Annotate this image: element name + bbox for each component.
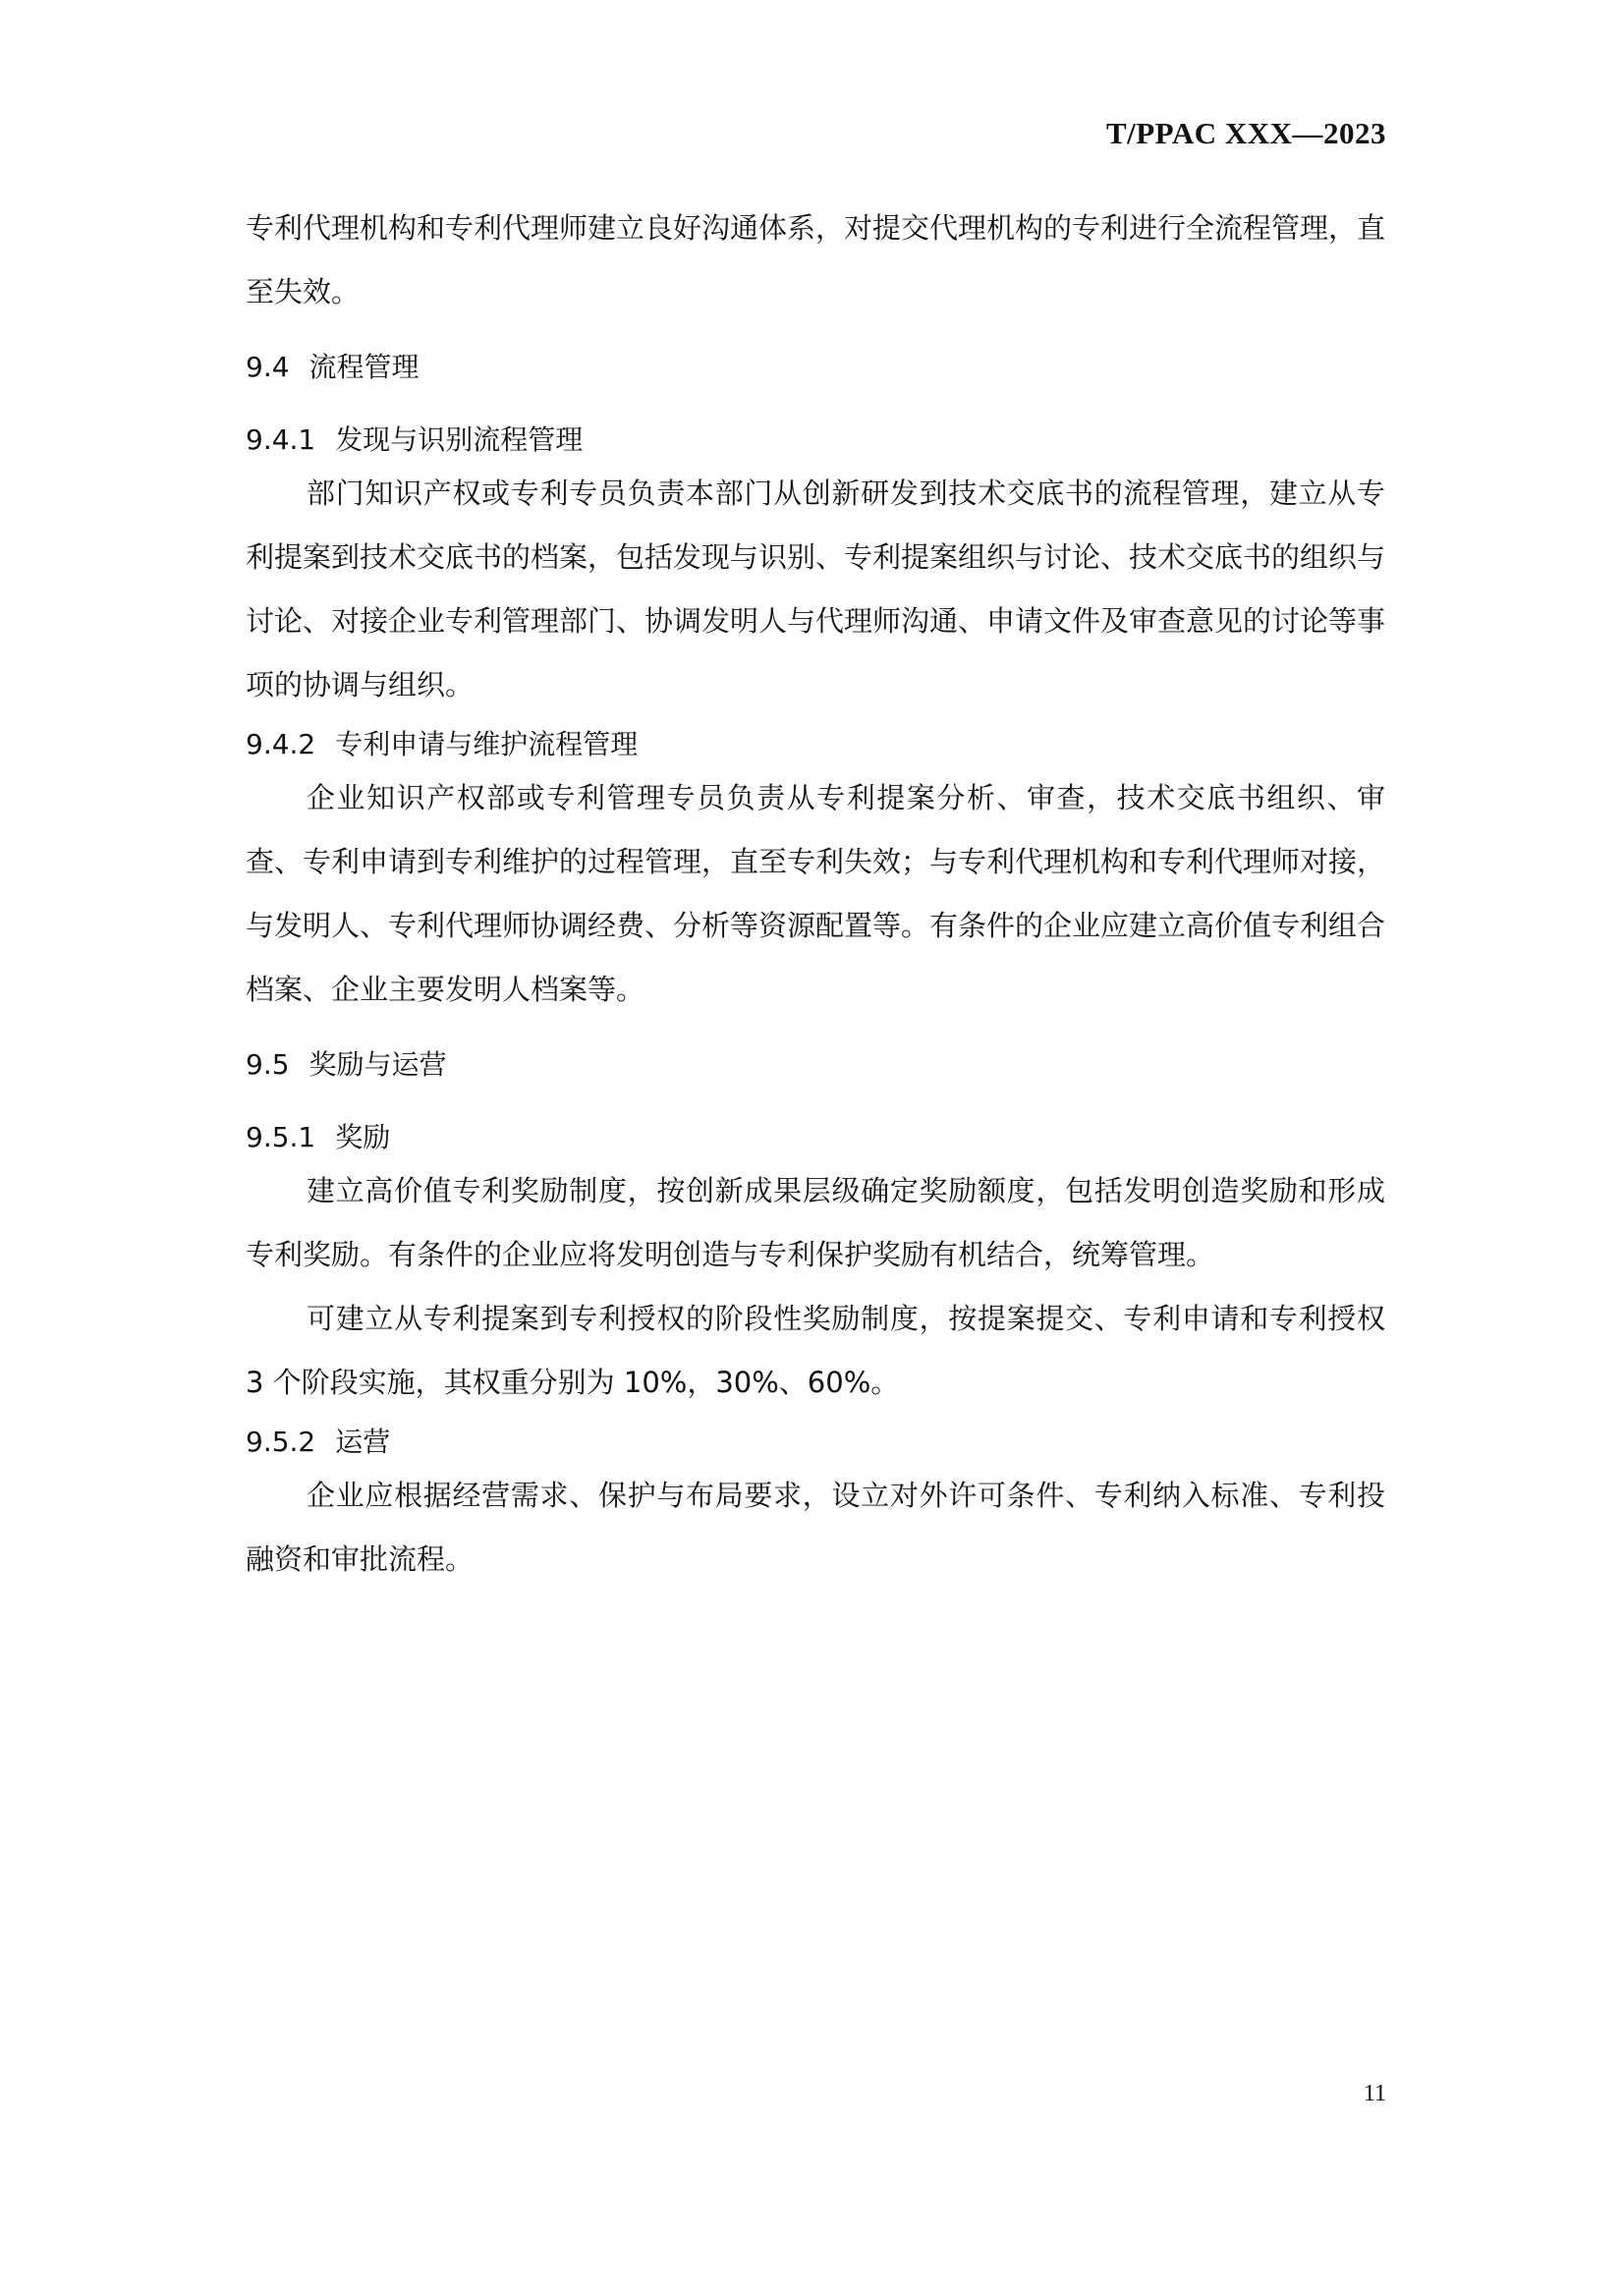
section-heading-9-4 [246, 346, 1385, 389]
standard-id-header: T/PPAC XXX—2023 [1105, 116, 1386, 150]
section-number: 9.5 [246, 1048, 290, 1081]
section-title: 运营 [335, 1426, 391, 1458]
section-heading-9-5-2 [246, 1421, 1385, 1464]
section-heading-9-4-2 [246, 723, 1385, 766]
section-title: 发现与识别流程管理 [335, 423, 584, 456]
section-heading-9-5-1 [246, 1116, 1385, 1159]
section-title: 奖励与运营 [308, 1048, 447, 1081]
section-number: 9.4.2 [246, 728, 316, 760]
paragraph-9-5-2: 企业应根据经营需求、保护与布局要求，设立对外许可条件、专利纳入标准、专利投融资和审批流程。 [246, 1479, 1385, 1576]
section-title: 奖励 [335, 1121, 391, 1153]
section-heading-9-5 [246, 1043, 1385, 1087]
page-number: 11 [1363, 2081, 1386, 2106]
section-heading-9-4-1 [246, 419, 1385, 462]
document-body [246, 196, 1385, 1592]
section-number: 9.4.1 [246, 423, 316, 456]
section-number: 9.5.1 [246, 1121, 316, 1153]
paragraph-continuation: 专利代理机构和专利代理师建立良好沟通体系，对提交代理机构的专利进行全流程管理，直至失效。 [246, 211, 1386, 308]
paragraph-9-4-1: 部门知识产权或专利专员负责本部门从创新研发到技术交底书的流程管理，建立从专利提案到技术交底书的档案，包括发现与识别、专利提案组织与讨论、技术交底书的组织与讨论、对接企业专利管理部门、协调发明人与代理师沟通、申请文件及审查意见的讨论等事项的协调与组织。 [246, 476, 1386, 701]
paragraph-9-5-1-a: 建立高价值专利奖励制度，按创新成果层级确定奖励额度，包括发明创造奖励和形成专利奖励。有条件的企业应将发明创造与专利保护奖励有机结合，统筹管理。 [246, 1174, 1385, 1271]
section-number: 9.5.2 [246, 1426, 316, 1458]
section-number: 9.4 [246, 351, 290, 383]
paragraph-9-5-1-b: 可建立从专利提案到专利授权的阶段性奖励制度，按提案提交、专利申请和专利授权 3 个阶段实施，其权重分别为 10%，30%、60%。 [246, 1302, 1385, 1399]
section-title: 专利申请与维护流程管理 [335, 728, 639, 760]
paragraph-9-4-2: 企业知识产权部或专利管理专员负责从专利提案分析、审查，技术交底书组织、审查、专利申请到专利维护的过程管理，直至专利失效；与专利代理机构和专利代理师对接，与发明人、专利代理师协调经费、分析等资源配置等。有条件的企业应建立高价值专利组合档案、企业主要发明人档案等。 [246, 781, 1386, 1006]
section-title: 流程管理 [308, 351, 420, 383]
